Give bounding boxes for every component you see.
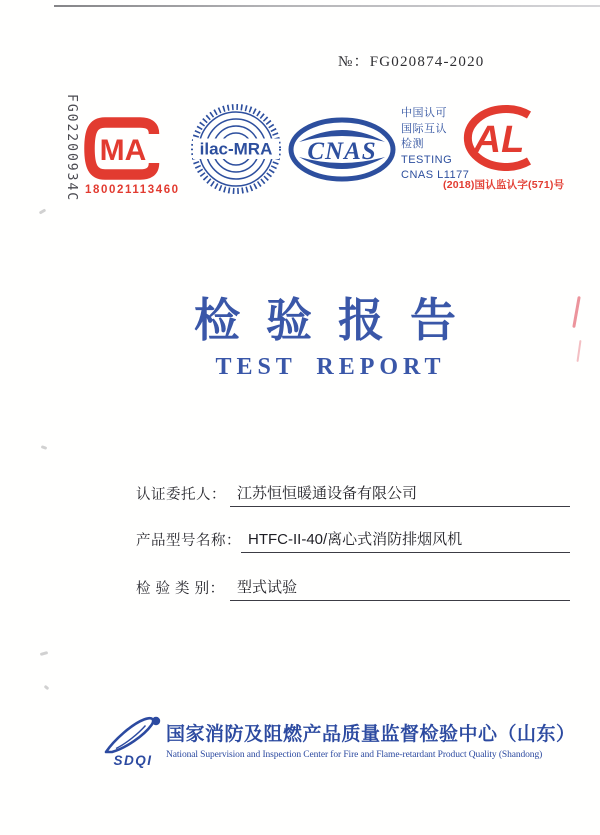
pencil-mark	[44, 685, 50, 691]
report-number: №：FG020874-2020	[338, 54, 485, 70]
page-title-en: TEST REPORT	[215, 354, 446, 380]
svg-text:SDQI: SDQI	[113, 753, 153, 768]
field-label: 检 验 类 别：	[136, 581, 225, 597]
cnas-icon	[287, 116, 397, 183]
field-value: 型式试验	[230, 576, 570, 601]
field-row-applicant	[136, 482, 570, 507]
scan-edge-line	[54, 5, 600, 7]
pencil-mark	[40, 651, 49, 656]
cnas-line: CNAS L1177	[401, 169, 470, 181]
svg-text:ilac-MRA: ilac-MRA	[199, 139, 273, 159]
cal-caption: (2018)国认监认字(571)号	[443, 179, 565, 191]
field-value: 江苏恒恒暖通设备有限公司	[230, 482, 570, 507]
ilac-mra-icon	[190, 101, 282, 197]
side-barcode-text: FG02200934C	[64, 94, 79, 203]
svg-text:CNAS: CNAS	[307, 138, 377, 165]
org-name-en: National Supervision and Inspection Center for Fire and Flame-retardant Product Quality (Shandong)	[166, 750, 543, 760]
field-row-product-model	[136, 528, 570, 553]
field-label: 产品型号名称：	[136, 533, 241, 549]
field-label: 认证委托人：	[136, 487, 226, 503]
svg-text:AL: AL	[473, 119, 525, 161]
cnas-line: TESTING	[401, 153, 453, 166]
pencil-mark	[39, 208, 47, 214]
field-value: HTFC-II-40/离心式消防排烟风机	[241, 528, 570, 553]
cal-certification-icon	[456, 104, 544, 172]
pencil-mark	[41, 445, 48, 450]
page-title-zh: 检验报告	[194, 294, 482, 346]
field-row-test-type	[136, 576, 570, 601]
cnas-line: 中国认可	[401, 107, 447, 119]
cnas-line: 国际互认	[401, 122, 447, 135]
cnas-line: 检测	[401, 138, 424, 150]
svg-text:MA: MA	[99, 134, 147, 167]
cma-number: 180021113460	[85, 184, 180, 196]
org-name-zh: 国家消防及阻燃产品质量监督检验中心（山东）	[166, 724, 576, 745]
cma-certification-icon	[84, 117, 162, 180]
sdqi-logo-icon	[102, 712, 164, 768]
